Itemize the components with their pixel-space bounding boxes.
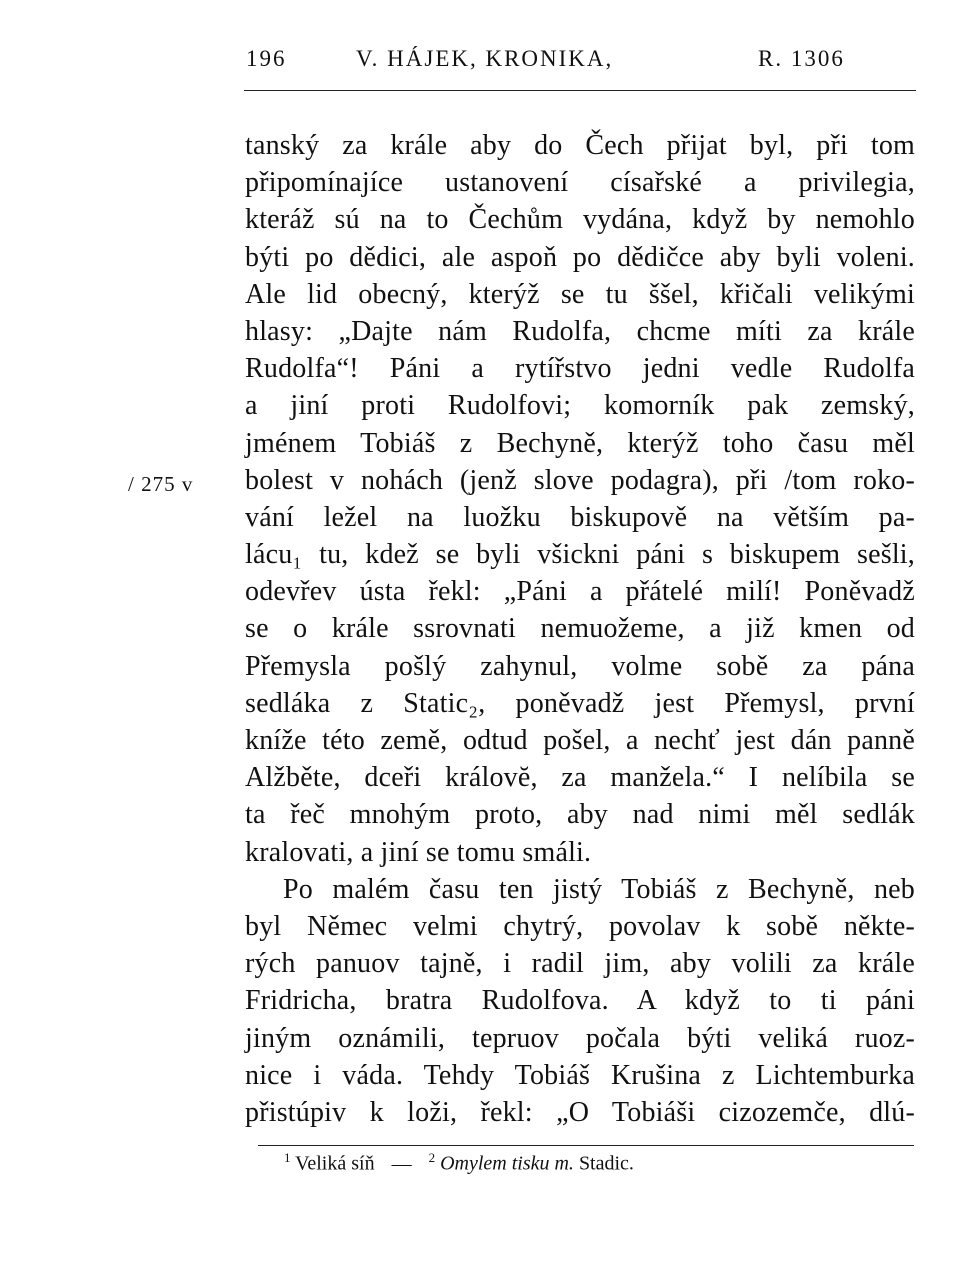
page-number: 196 — [246, 46, 287, 71]
text-line: kníže této země, odtud pošel, a nechť jest dán panně — [245, 725, 915, 756]
text-line: Rudolfa“! Páni a rytířstvo jedni vedle Rudolfa — [245, 353, 915, 385]
text-line: Alžběte, dceři královĕ, za manžela.“ I nelíbila se — [245, 762, 915, 794]
text-line: připomínajíce ustanovení císařské a privilegia, — [245, 167, 915, 199]
text-line: tanský za krále aby do Čech přijat byl, při tom — [245, 130, 915, 161]
text-line: sedláka z Static₂, poněvadž jest Přemysl, první — [245, 687, 915, 719]
text-line: jiným oznámili, tepruov počala býti veliká ruoz- — [245, 1022, 915, 1054]
margin-folio-note: / 275 v — [128, 472, 194, 496]
running-title: V. HÁJEK, KRONIKA, — [356, 46, 614, 71]
text-line: jménem Tobiáš z Bechyně, kterýž toho času měl — [245, 427, 915, 459]
footnote-marker-2: 2 — [428, 1150, 436, 1165]
text-line: Přemysla pošlý zahynul, volme sobě za pána — [245, 650, 915, 682]
text-line: byl Němec velmi chytrý, povolav k sobě někte- — [245, 910, 915, 942]
running-head — [246, 46, 918, 82]
text-line: odevřev ústa řekl: „Páni a přátelé milí! Poněvadž — [245, 576, 915, 608]
text-line: nice i váda. Tehdy Tobiáš Krušina z Lichtemburka — [245, 1059, 915, 1091]
footnote-separator: — — [391, 1152, 412, 1175]
text-line: lácu₁ tu, kdež se byli všickni páni s biskupem sešli, — [245, 539, 915, 571]
header-rule — [244, 90, 916, 91]
text-line: vání ležel na luožku biskupově na větším pa- — [245, 501, 915, 533]
text-line: kteráž sú na to Čechům vydána, když by nemohlo — [245, 204, 915, 236]
footnote-1-text: Veliká síň — [295, 1152, 375, 1175]
text-line: a jiní proti Rudolfovi; komorník pak zemský, — [245, 390, 915, 422]
text-line: kralovati, a jiní se tomu smáli. — [245, 836, 592, 868]
running-year: R. 1306 — [758, 46, 845, 71]
footnote-2-text: Omylem tisku m. — [440, 1152, 574, 1175]
text-line: bolest v nohách (jenž slove podagra), při /tom roko- — [245, 464, 915, 496]
footnote-2-tail: Stadic. — [578, 1152, 634, 1175]
text-line: hlasy: „Dajte nám Rudolfa, chcme míti za krále — [245, 315, 915, 347]
footnote-rule — [258, 1145, 914, 1146]
text-line: přistúpiv k loži, řekl: „O Tobiáši cizozemče, dlú- — [245, 1096, 915, 1128]
text-line: rých panuov tajně, i radil jim, aby volili za krále — [245, 948, 915, 980]
text-line: ta řeč mnohým proto, aby nad nimi měl sedlák — [245, 799, 915, 831]
text-line: býti po dědici, ale aspoň po dědičce aby byli voleni. — [245, 241, 915, 273]
body-text — [245, 127, 915, 1131]
paragraph-first-line: Po malém času ten jistý Tobiáš z Bechyně, neb — [283, 873, 915, 905]
footnote-marker-1: 1 — [284, 1150, 291, 1165]
text-line: Ale lid obecný, kterýž se tu ššel, křičali velikými — [245, 278, 915, 310]
footnotes — [284, 1150, 634, 1176]
text-line: se o krále ssrovnati nemuožeme, a již kmen od — [245, 613, 915, 645]
text-line: Fridricha, bratra Rudolfova. A když to ti páni — [245, 985, 915, 1017]
